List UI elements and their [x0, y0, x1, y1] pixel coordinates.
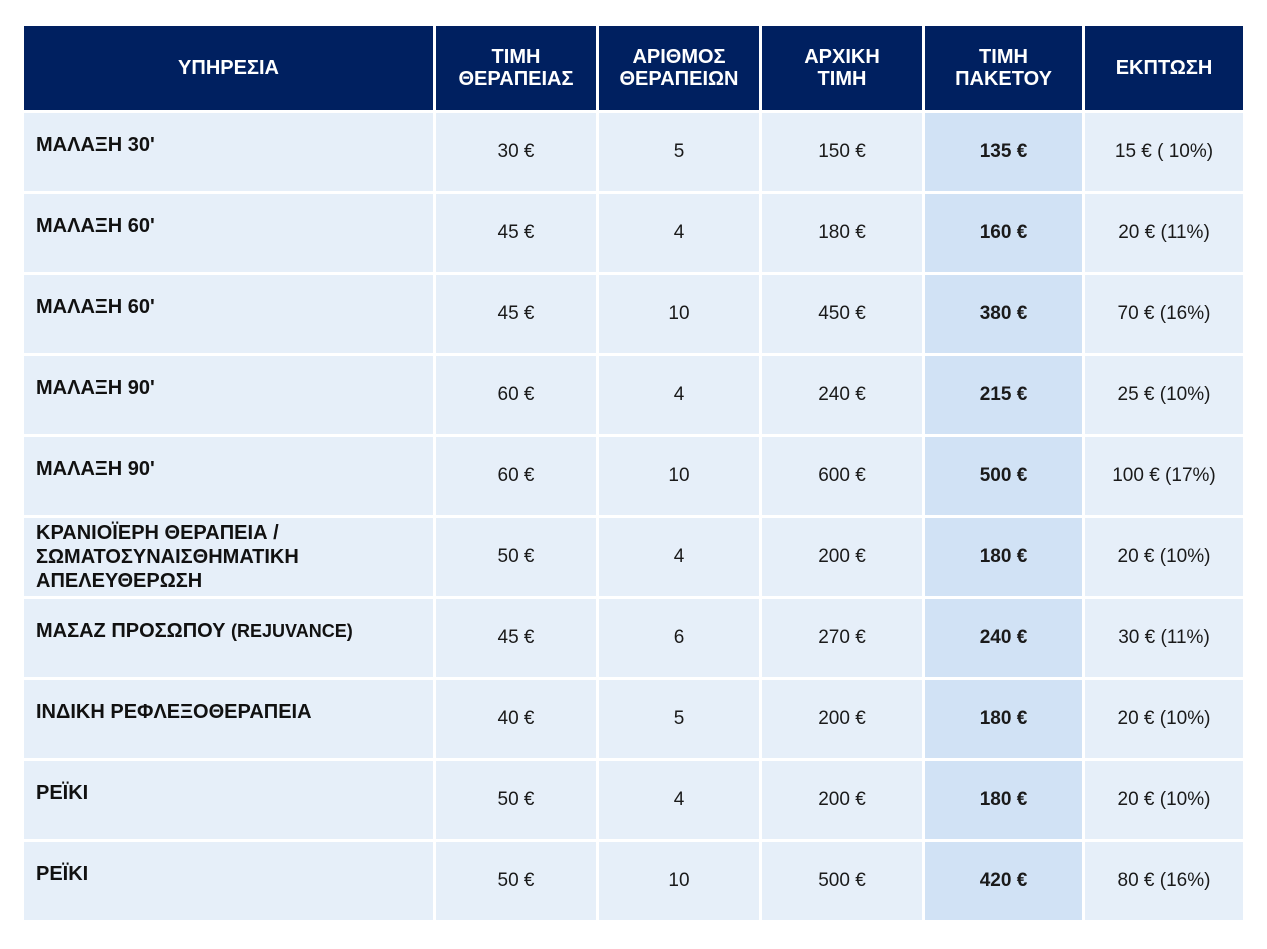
- treatment-count: 4: [599, 518, 759, 596]
- table-row: [24, 113, 1243, 191]
- service-name: ΜΑΛΑΞΗ 90': [24, 356, 433, 434]
- table-row: [24, 275, 1243, 353]
- treatment-price: 60 €: [436, 437, 596, 515]
- header-package-price-line2: ΠΑΚΕΤΟΥ: [955, 68, 1052, 90]
- discount: 100 € (17%): [1085, 437, 1243, 515]
- treatment-price: 60 €: [436, 356, 596, 434]
- header-discount: [1085, 26, 1243, 110]
- treatment-price: 45 €: [436, 275, 596, 353]
- treatment-price: 40 €: [436, 680, 596, 758]
- package-price: 135 €: [925, 113, 1082, 191]
- package-price: 215 €: [925, 356, 1082, 434]
- original-price: 600 €: [762, 437, 922, 515]
- treatment-price: 45 €: [436, 599, 596, 677]
- package-price: 160 €: [925, 194, 1082, 272]
- header-treatment-count-line2: ΘΕΡΑΠΕΙΩΝ: [619, 68, 739, 90]
- header-row: [24, 26, 1243, 110]
- treatment-price: 50 €: [436, 761, 596, 839]
- package-price: 380 €: [925, 275, 1082, 353]
- treatment-count: 10: [599, 275, 759, 353]
- treatment-count: 6: [599, 599, 759, 677]
- service-name: ΜΑΛΑΞΗ 60': [24, 194, 433, 272]
- table-row: [24, 356, 1243, 434]
- header-treatment-count-line1: ΑΡΙΘΜΟΣ: [632, 46, 726, 68]
- service-name-line1: ΚΡΑΝΙΟΪΕΡΗ ΘΕΡΑΠΕΙΑ /: [36, 522, 279, 544]
- header-treatment-count: [599, 26, 759, 110]
- package-price: 180 €: [925, 680, 1082, 758]
- service-name-suffix: (REJUVANCE): [231, 621, 353, 641]
- table-row: [24, 842, 1243, 920]
- service-name-line3: ΑΠΕΛΕΥΘΕΡΩΣΗ: [36, 570, 203, 592]
- header-service: [24, 26, 433, 110]
- treatment-count: 4: [599, 761, 759, 839]
- original-price: 150 €: [762, 113, 922, 191]
- table-row: [24, 518, 1243, 596]
- header-original-price-line1: ΑΡΧΙΚΗ: [804, 46, 880, 68]
- original-price: 240 €: [762, 356, 922, 434]
- header-original-price: [762, 26, 922, 110]
- discount: 15 € ( 10%): [1085, 113, 1243, 191]
- original-price: 200 €: [762, 518, 922, 596]
- service-name-line2: ΣΩΜΑΤΟΣΥΝΑΙΣΘΗΜΑΤΙΚΗ: [36, 546, 299, 568]
- service-name: ΜΑΛΑΞΗ 60': [24, 275, 433, 353]
- header-treatment-price: [436, 26, 596, 110]
- table-row: [24, 194, 1243, 272]
- service-name: ΡΕΪΚΙ: [24, 842, 433, 920]
- treatment-price: 45 €: [436, 194, 596, 272]
- treatment-price: 30 €: [436, 113, 596, 191]
- service-name-main: ΜΑΣΑΖ ΠΡΟΣΩΠΟΥ: [36, 620, 226, 642]
- service-name: ΜΑΛΑΞΗ 30': [24, 113, 433, 191]
- header-package-price: [925, 26, 1082, 110]
- header-discount-label: ΕΚΠΤΩΣΗ: [1115, 57, 1213, 79]
- header-treatment-price-line1: ΤΙΜΗ: [491, 46, 541, 68]
- discount: 20 € (10%): [1085, 680, 1243, 758]
- original-price: 450 €: [762, 275, 922, 353]
- original-price: 200 €: [762, 680, 922, 758]
- table-row: [24, 680, 1243, 758]
- package-price: 420 €: [925, 842, 1082, 920]
- table-row: [24, 599, 1243, 677]
- discount: 30 € (11%): [1085, 599, 1243, 677]
- discount: 20 € (10%): [1085, 518, 1243, 596]
- original-price: 500 €: [762, 842, 922, 920]
- package-price: 180 €: [925, 761, 1082, 839]
- original-price: 200 €: [762, 761, 922, 839]
- treatment-count: 4: [599, 356, 759, 434]
- header-service-label: ΥΠΗΡΕΣΙΑ: [178, 57, 279, 79]
- package-price: 240 €: [925, 599, 1082, 677]
- discount: 80 € (16%): [1085, 842, 1243, 920]
- discount: 20 € (11%): [1085, 194, 1243, 272]
- treatment-price: 50 €: [436, 842, 596, 920]
- header-original-price-line2: ΤΙΜΗ: [817, 68, 867, 90]
- package-price: 500 €: [925, 437, 1082, 515]
- discount: 25 € (10%): [1085, 356, 1243, 434]
- service-name: ΡΕΪΚΙ: [24, 761, 433, 839]
- price-table: [21, 23, 1246, 923]
- service-name: [24, 599, 433, 677]
- service-name: [24, 518, 433, 596]
- treatment-count: 10: [599, 842, 759, 920]
- table-row: [24, 761, 1243, 839]
- treatment-price: 50 €: [436, 518, 596, 596]
- table-row: [24, 437, 1243, 515]
- treatment-count: 4: [599, 194, 759, 272]
- treatment-count: 5: [599, 680, 759, 758]
- service-name: ΜΑΛΑΞΗ 90': [24, 437, 433, 515]
- treatment-count: 5: [599, 113, 759, 191]
- original-price: 180 €: [762, 194, 922, 272]
- original-price: 270 €: [762, 599, 922, 677]
- header-package-price-line1: ΤΙΜΗ: [979, 46, 1028, 68]
- discount: 70 € (16%): [1085, 275, 1243, 353]
- treatment-count: 10: [599, 437, 759, 515]
- header-treatment-price-line2: ΘΕΡΑΠΕΙΑΣ: [458, 68, 574, 90]
- package-price: 180 €: [925, 518, 1082, 596]
- service-name: ΙΝΔΙΚΗ ΡΕΦΛΕΞΟΘΕΡΑΠΕΙΑ: [24, 680, 433, 758]
- discount: 20 € (10%): [1085, 761, 1243, 839]
